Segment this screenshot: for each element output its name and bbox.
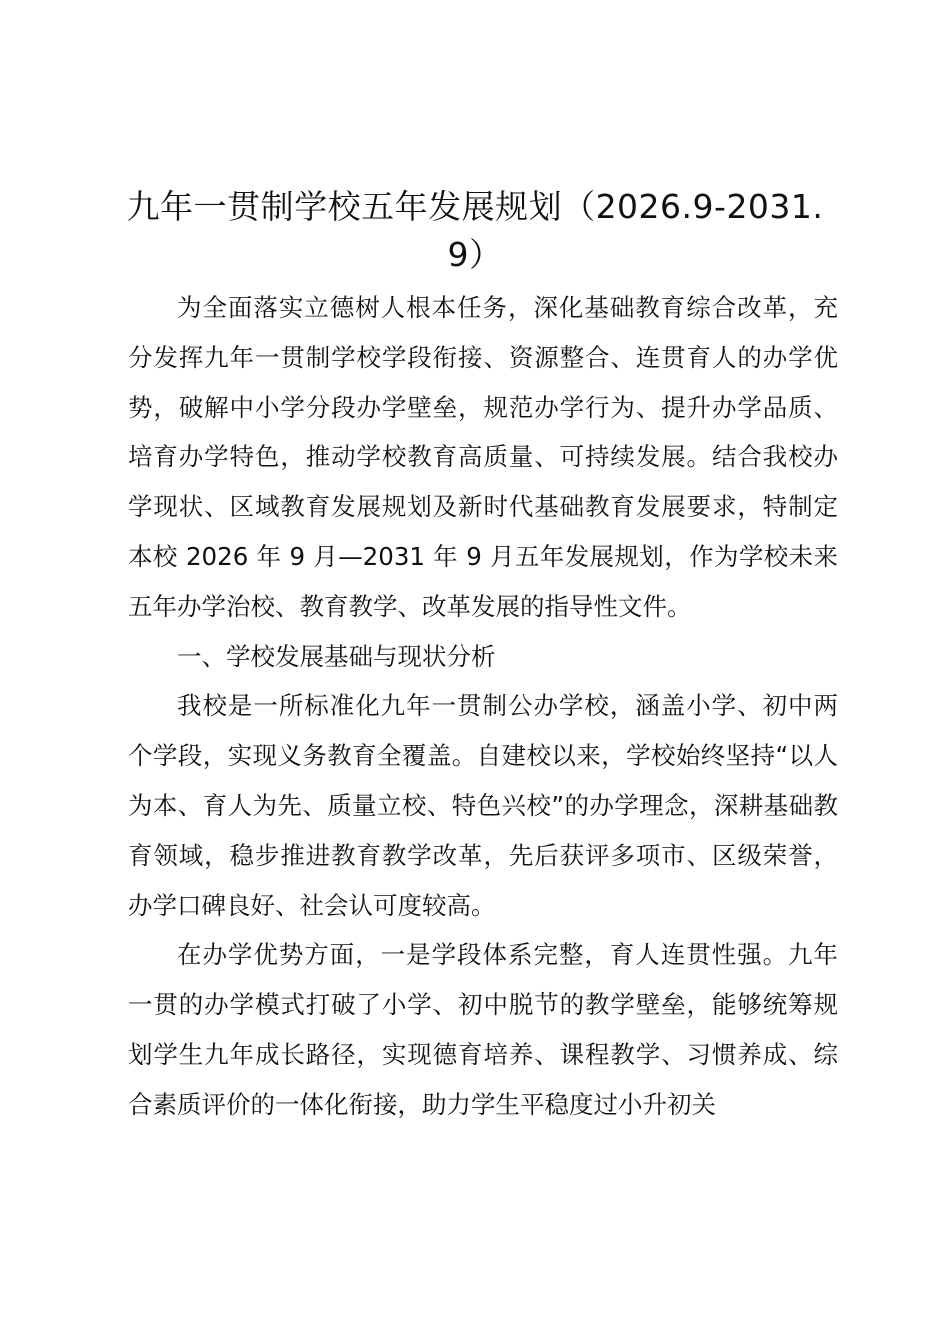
document-body [128, 283, 838, 1130]
section-heading: 一、学校发展基础与现状分析 [177, 641, 496, 671]
advantages-paragraph: 在办学优势方面，一是学段体系完整，育人连贯性强。九年一贯的办学模式打破了小学、初中脱节的教学壁垒，能够统筹规划学生九年成长路径，实现德育培养、课程教学、习惯养成、综合素质评价的一体化衔接，助力学生平稳度过小升初关 [128, 940, 838, 1119]
document-title: 九年一贯制学校五年发展规划（2026.9-2031.9） [126, 187, 824, 274]
school-overview-paragraph: 我校是一所标准化九年一贯制公办学校，涵盖小学、初中两个学段，实现义务教育全覆盖。自建校以来，学校始终坚持“以人为本、育人为先、质量立校、特色兴校”的办学理念，深耕基础教育领域，稳步推进教育教学改革，先后获评多项市、区级荣誉，办学口碑良好、社会认可度较高。 [128, 691, 838, 920]
intro-paragraph: 为全面落实立德树人根本任务，深化基础教育综合改革，充分发挥九年一贯制学校学段衔接、资源整合、连贯育人的办学优势，破解中小学分段办学壁垒，规范办学行为、提升办学品质、培育办学特色，推动学校教育高质量、可持续发展。结合我校办学现状、区域教育发展规划及新时代基础教育发展要求，特制定本校 2026 年 9 月—2031 年 9 月五年发展规划，作为学校未来五年办学治校、教育教学、改革发展的指导性文件。 [128, 293, 838, 621]
